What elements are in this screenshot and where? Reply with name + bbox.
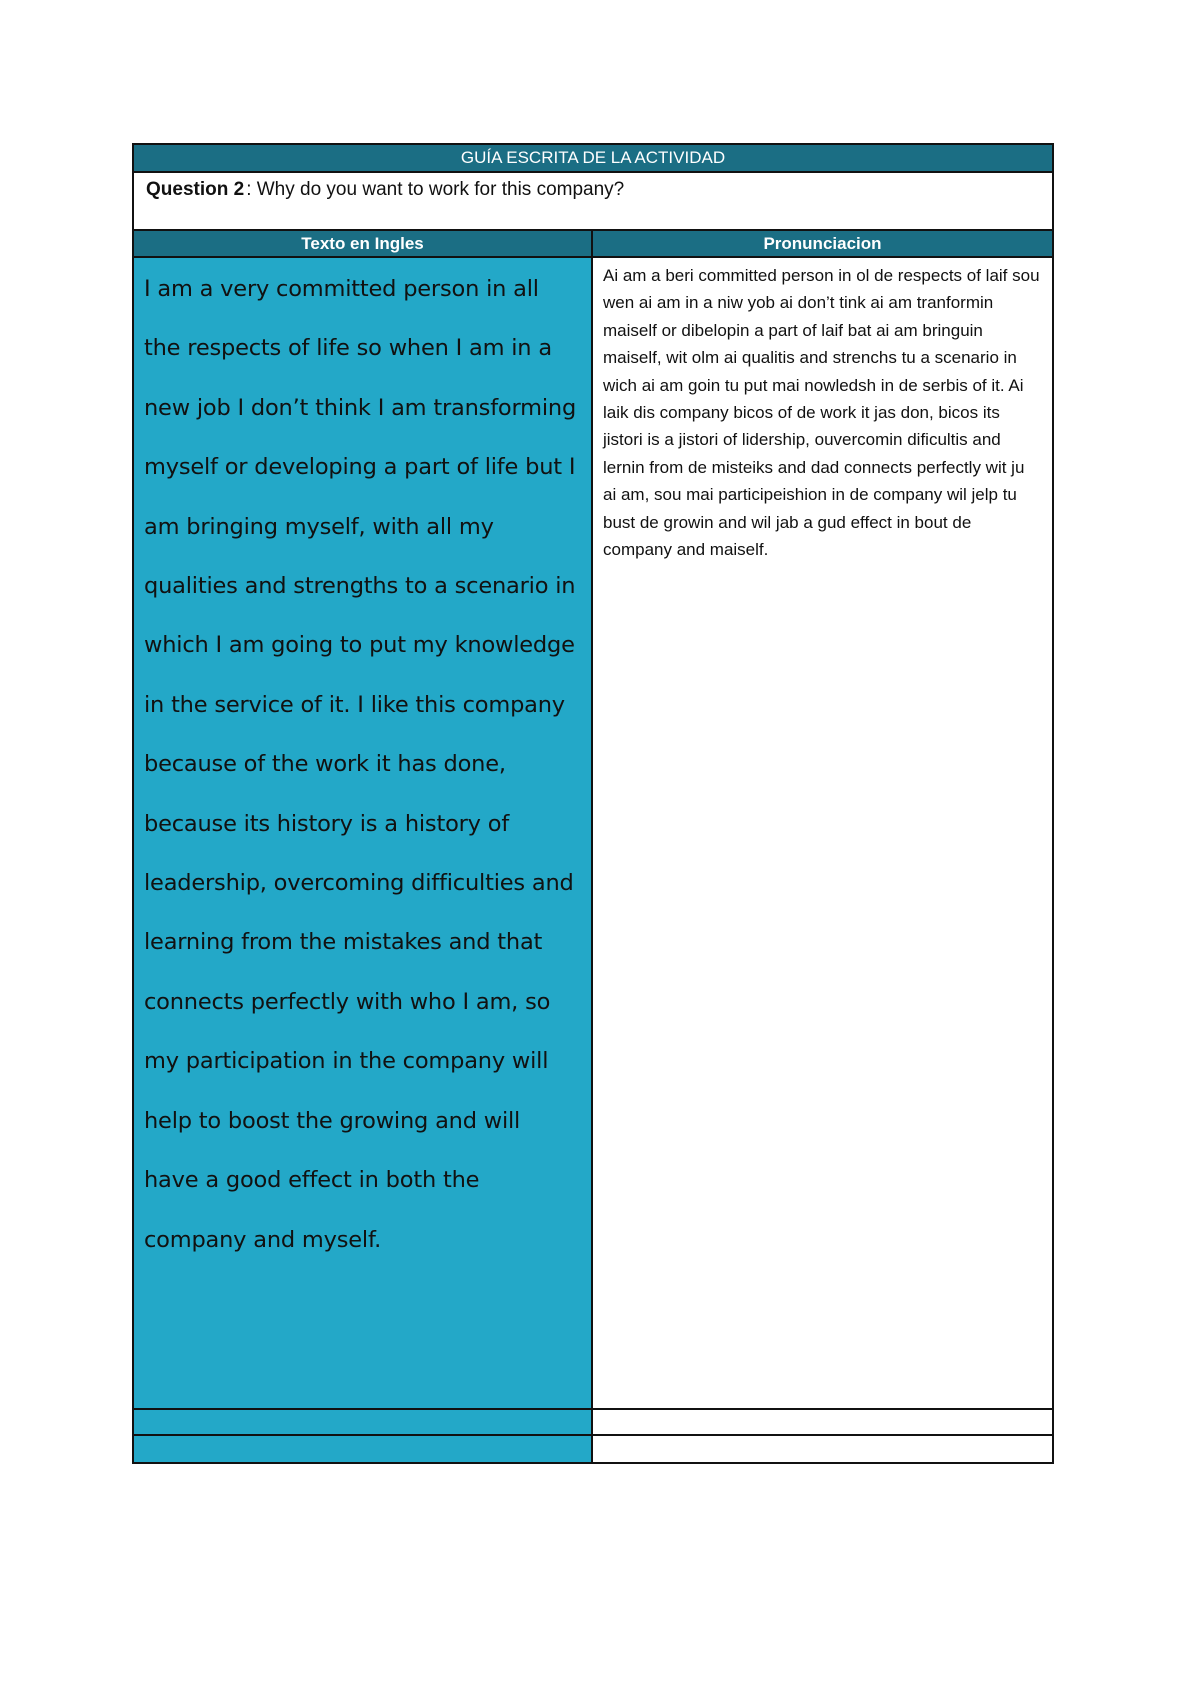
pronunciation-text-cell: Ai am a beri committed person in ol de respects of laif sou wen ai am in a niw yob ai don’t tink ai am tranformin maiself or dibelopin a part of laif bat ai am bringuin maiself, wit olm ai qualitis and strenchs tu a scenario in wich ai am goin tu put mai nowledsh in de serbis of it. Ai laik dis company bicos of de work it jas don, bicos its jistori is a jistori of lidership, ouvercomin dificultis and lernin from de misteiks and dad connects perfectly wit ju ai am, sou mai participeishion in de company wil jelp tu bust de growin and wil jab a gud effect in bout de company and maiself. bbox=[593, 258, 1052, 1408]
column-header-row bbox=[134, 231, 1052, 258]
english-text-cell: I am a very committed person in all the respects of life so when I am in a new job I don’t think I am transforming myself or developing a part of life but I am bringing myself, with all my qualities and strengths to a scenario in which I am going to put my knowledge in the service of it. I like this company because of the work it has done, because its history is a history of leadership, overcoming difficulties and learning from the mistakes and that connects perfectly with who I am, so my participation in the company will help to boost the growing and will have a good effect in both the company and myself. bbox=[134, 258, 593, 1408]
empty-cell-left bbox=[134, 1436, 593, 1462]
table-title: GUÍA ESCRITA DE LA ACTIVIDAD bbox=[134, 145, 1052, 173]
empty-cell-right bbox=[593, 1436, 1052, 1462]
activity-guide-table bbox=[132, 143, 1054, 1464]
empty-cell-left bbox=[134, 1410, 593, 1434]
question-row bbox=[134, 173, 1052, 231]
question-text: : Why do you want to work for this company? bbox=[246, 179, 625, 200]
empty-cell-right bbox=[593, 1410, 1052, 1434]
empty-row bbox=[134, 1410, 1052, 1436]
empty-row bbox=[134, 1436, 1052, 1462]
question-label: Question 2 bbox=[146, 179, 245, 200]
content-row bbox=[134, 258, 1052, 1410]
column-header-pronunciation: Pronunciacion bbox=[763, 233, 882, 253]
column-header-english: Texto en Ingles bbox=[134, 231, 593, 256]
